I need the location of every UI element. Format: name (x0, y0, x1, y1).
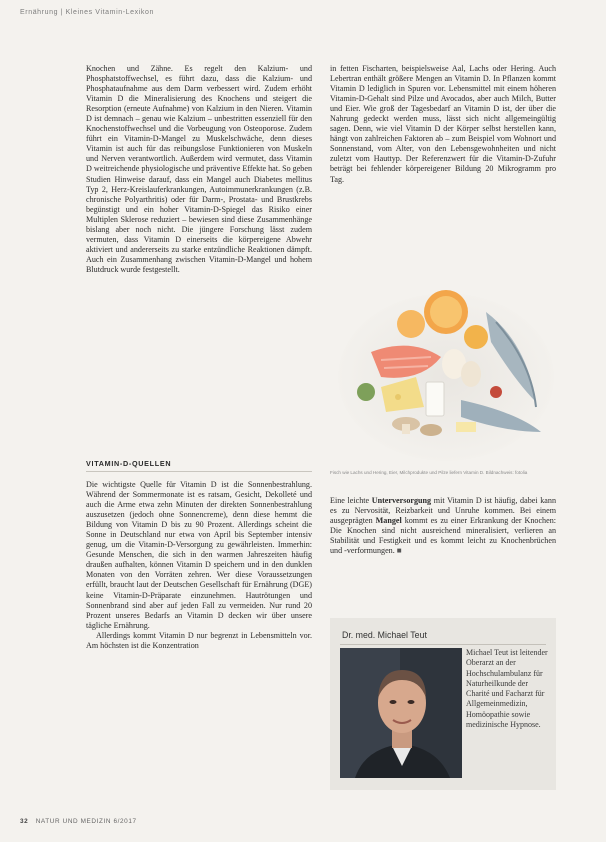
page-footer (20, 818, 137, 825)
author-box (330, 618, 556, 790)
highlight-deficiency: Mangel (375, 516, 402, 526)
end-mark: ■ (396, 546, 402, 556)
author-divider (340, 644, 546, 645)
author-bio: Michael Teut ist leitender Oberarzt an der Hochschulambulanz für Naturheilkunde der Charité und Facharzt für Allgemeinmedizin, Homöopathie sowie medizinische Hypnose. (466, 648, 548, 730)
running-head: Ernährung | Kleines Vitamin-Lexikon (20, 9, 154, 16)
author-portrait (340, 648, 462, 778)
food-illustration (336, 282, 554, 462)
page-number: 32 (20, 818, 29, 825)
highlight-undersupply: Unterversorgung (371, 496, 432, 505)
author-name: Dr. med. Michael Teut (342, 630, 427, 640)
deficiency-text-2: mit Vitamin D ist häufig, dabei kann es zu Nervosität, Reizbarkeit und Unruhe kommen. Bei einem ausgeprägten (330, 496, 556, 526)
section-paragraph-1: Die wichtigste Quelle für Vitamin D ist die Sonnenbestrahlung. Während der Sommermonate ist es ratsam, Gesicht, Dekolleté und auch die Arme etwa zehn Minuten der direkten Sonnenbestrahlung auszusetzen (jedoch ohne Sonnencreme), denn diese hemmt die Bildung von Vitamin D bis zu 90 Prozent. Allerdings scheint die Sonne in Deutschland nur etwa von April bis September intensiv genug, um die Vitamin-D-Versorgung zu gewährleisten. Immerhin: Gesunde Menschen, die sich in den warmen Jahreszeiten häufig draußen aufhalten, können Vitamin D speichern und in den dunklen Monaten von den Vorräten zehren. Wer diese Voraussetzungen erfüllt, braucht laut der Deutschen Gesellschaft für Ernährung (DGE) keine Vitamin-D-Präparate einzunehmen. Hautrötungen und Sonnenbrand sind aber auf jeden Fall zu vermeiden. Nur rund 20 Prozent unseres Bedarfs an Vitamin D decken wir über unsere tägliche Ernährung. (86, 480, 312, 630)
left-column-text: Knochen und Zähne. Es regelt den Kalzium- und Phosphatstoffwechsel, es führt dazu, dass die Kalzium- und Phosphataufnahme aus dem Darm verbessert wird. Zudem erhöht Vitamin D die Mineralisierung des Knochens und steigert die Resorption (erneute Aufnahme) von Kalzium in den Nieren. Vitamin D ist demnach – genau wie Kalzium – unbestritten essenziell für den Knochenstoffwechsel und die Vorbeugung von Osteoporose. Zudem führt ein Vitamin-D-Mangel zu Muskelschwäche, denn dieses Vitamin ist auch für das reibungslose Funktionieren von Muskeln und Nerven verantwortlich. Außerdem wird vermutet, dass Vitamin D weitreichende physiologische und präventive Effekte hat. So geben Studien Hinweise darauf, dass ein Mangel auch Diabetes mellitus Typ 2, Herz-Kreislauferkrankungen, Autoimmunerkrankungen (z.B. chronische Polyarthritis) oder für Darm-, Prostata- und Brustkrebs begünstigt und ein hoher Vitamin-D-Spiegel das Risiko einer Multiplen Sklerose reduziert – bewiesen sind diese Zusammenhänge bislang aber noch nicht. Die jüngere Forschung lässt zudem vermuten, dass Vitamin D einerseits die körpereigene Abwehr aktiviert und andererseits zu starke entzündliche Reaktionen dämpft. Auch ein Zusammenhang zwischen Vitamin-D-Mangel und hohem Blutdruck wurde festgestellt. (86, 64, 312, 274)
right-column (330, 64, 556, 185)
left-column (86, 64, 312, 275)
section-heading: VITAMIN-D-QUELLEN (86, 459, 312, 472)
section-paragraph-2: Allerdings kommt Vitamin D nur begrenzt in Lebensmitteln vor. Am höchsten ist die Konzentration (86, 630, 312, 650)
deficiency-text-3: kommt es zu einer Erkrankung der Knochen: Die Knochen sind nicht ausreichend mineralisiert, verlieren an Stabilität und Festigkeit und es kommt leicht zu Knochenbrüchen und -verformungen. (330, 516, 556, 556)
right-column-text: in fetten Fischarten, beispielsweise Aal, Lachs oder Hering. Auch Lebertran enthält größere Mengen an Vitamin D. In Pflanzen kommt Vitamin D lediglich in Spuren vor. Lebensmittel mit einem höheren Vitamin-D-Gehalt sind Pilze und Avocados, aber auch Milch, Butter und Eier. Wie groß der Tagesbedarf an Vitamin D ist, der über die Nahrung gedeckt werden muss, lässt sich nicht allgemeingültig sagen. Denn, wie viel Vitamin D der Körper selbst herstellen kann, hängt von zahlreichen Faktoren ab – zum Beispiel vom Wohnort und Sonnenstand, vom Alter, von den Lebensgewohnheiten und nicht zuletzt vom Hauttyp. Der Referenzwert für die Vitamin-D-Zufuhr beträgt bei fehlender körpereigener Bildung 20 Mikrogramm pro Tag. (330, 64, 556, 184)
deficiency-text-block (330, 496, 556, 556)
magazine-issue: NATUR UND MEDIZIN 6/2017 (35, 818, 137, 825)
image-caption: Fisch wie Lachs und Hering, Eier, Milchprodukte und Pilze liefern Vitamin D. Bildnachweis: fotolia (330, 470, 528, 475)
section-body (86, 480, 312, 651)
deficiency-text-1: Eine leichte (330, 496, 372, 505)
